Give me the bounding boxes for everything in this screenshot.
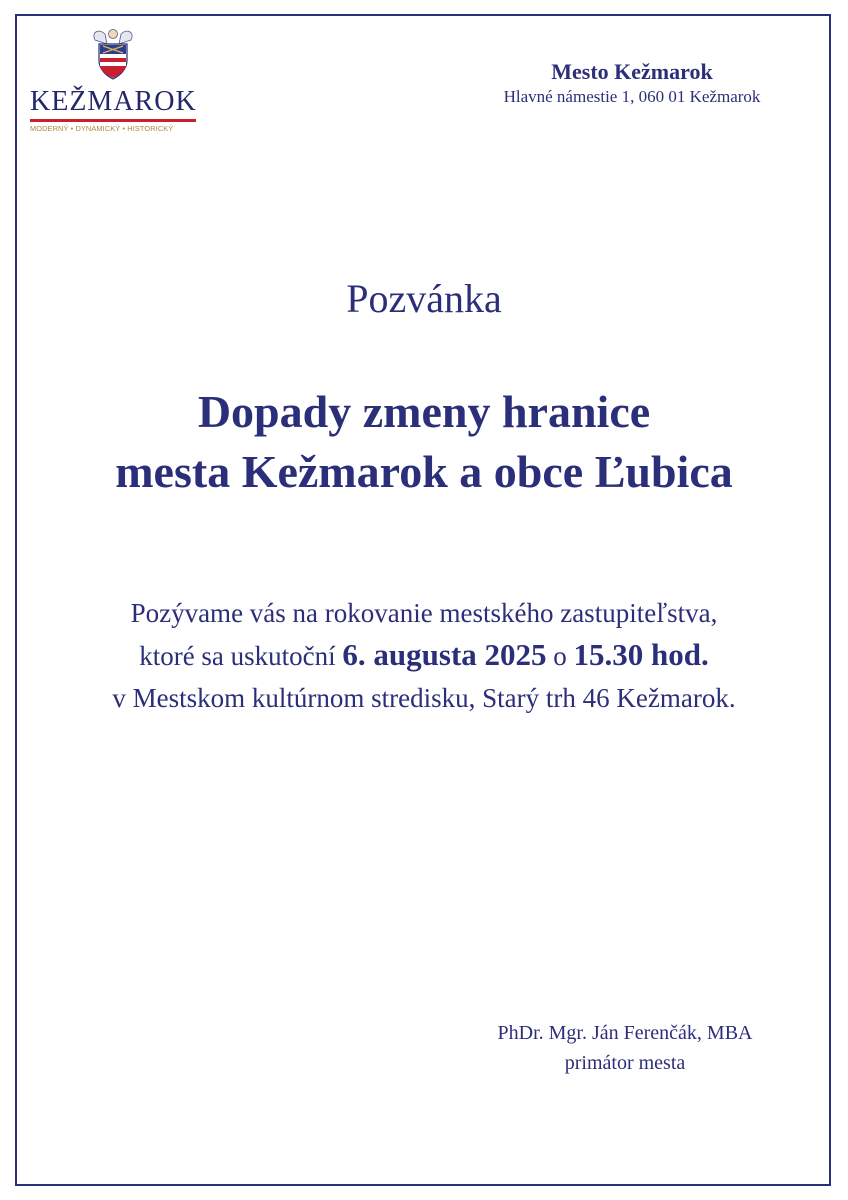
event-time: 15.30 hod. — [573, 637, 709, 672]
invitation-body — [0, 592, 848, 719]
invitation-title: Pozvánka — [346, 276, 502, 321]
org-name: Mesto Kežmarok — [551, 59, 713, 84]
header-organization — [452, 58, 812, 108]
org-address: Hlavné námestie 1, 060 01 Kežmarok — [503, 87, 761, 106]
body-line-3: v Mestskom kultúrnom stredisku, Starý trh 46 Kežmarok. — [112, 683, 736, 713]
body-line-2-prefix: ktoré sa uskutoční — [139, 641, 343, 671]
body-line-2 — [0, 634, 848, 677]
headline-line-1: Dopady zmeny hranice — [197, 386, 651, 437]
logo-underline — [30, 119, 196, 122]
event-date: 6. augusta 2025 — [342, 637, 547, 672]
signatory-name: PhDr. Mgr. Ján Ferenčák, MBA — [497, 1022, 753, 1044]
logo-wordmark: KEŽMAROK — [30, 86, 197, 117]
signatory-title: primátor mesta — [564, 1052, 686, 1074]
logo-tagline: MODERNÝ • DYNAMICKÝ • HISTORICKÝ — [30, 124, 174, 133]
body-line-2-mid: o — [546, 641, 574, 671]
signature-block — [440, 1018, 810, 1078]
coat-of-arms-icon — [91, 26, 135, 82]
body-line-1: Pozývame vás na rokovanie mestského zastupiteľstva, — [130, 598, 718, 628]
city-logo — [28, 26, 198, 136]
headline-line-2: mesta Kežmarok a obce Ľubica — [115, 446, 733, 497]
headline — [0, 382, 848, 502]
